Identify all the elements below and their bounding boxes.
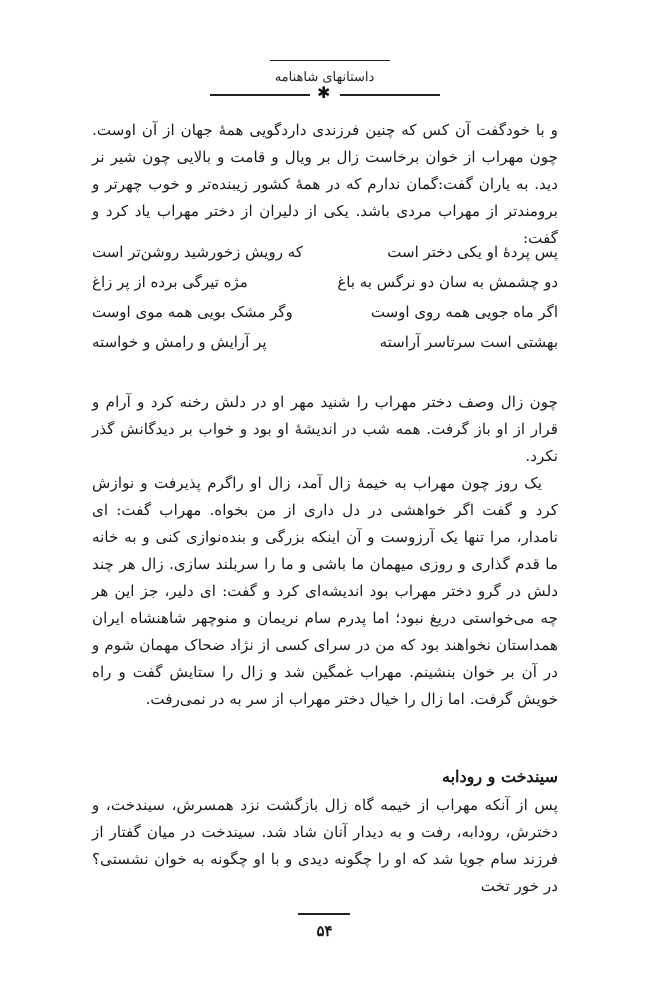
paragraph-section	[92, 792, 558, 900]
verse-first-hemistich: دو چشمش به سان دو نرگس به باغ	[337, 273, 558, 291]
header-ornament	[210, 83, 440, 102]
verse-row	[92, 237, 558, 267]
verse-row	[92, 267, 558, 297]
ornament-rule-left	[210, 94, 310, 96]
header-top-rule	[270, 60, 390, 61]
verse-first-hemistich: بهشتی است سرتاسر آراسته	[379, 333, 558, 351]
verse-first-hemistich: اگر ماه جویی همه روی اوست	[370, 303, 558, 321]
verse-second-hemistich: وگر مشک بویی همه موی اوست	[92, 303, 293, 321]
paragraph-intro	[92, 117, 558, 252]
ornament-rule-right	[340, 94, 440, 96]
verse-first-hemistich: پس پردهٔ او یکی دختر است	[387, 243, 558, 261]
asterisk-icon: ✱	[317, 83, 331, 102]
folio-rule	[298, 913, 350, 915]
verse-second-hemistich: که رویش زخورشید روشن‌تر است	[92, 243, 303, 261]
verse-row	[92, 297, 558, 327]
paragraph-text: چون زال وصف دختر مهراب را شنید مهر او در دلش رخنه کرد و آرام و قرار از او باز گرفت. همه شب در اندیشهٔ او بود و خواب بر دیدگانش گذر نکرد.	[92, 393, 558, 465]
running-title: داستانهای شاهنامه	[274, 70, 375, 85]
verse-row	[92, 327, 558, 357]
paragraph-love	[92, 389, 558, 713]
paragraph-text: پس از آنکه مهراب از خیمه گاه زال بازگشت نزد همسرش، سیندخت، و دخترش، رودابه، رفت و به دیدار آنان شاد شد. سیندخت در میان گفتار از فرزند سام جویا شد که او را چگونه دیدی و با او چگونه به خوان نشستی؟ در خور تخت	[92, 796, 558, 895]
page-number: ۵۴	[316, 922, 333, 940]
poem-verses	[92, 237, 558, 357]
section-title: سیندخت و رودابه	[442, 767, 558, 786]
paragraph-text: یک روز چون مهراب به خیمهٔ زال آمد، زال او راگرم پذیرفت و نوازش کرد و گفت اگر خواهشی در دل داری از من بخواه. مهراب گفت: ای نامدار، مرا تنها یک آرزوست و آن اینکه بزرگی و بنده‌نوازی کنی و به خانه ما قدم گذاری و روزی میهمان ما باشی و ما را سربلند سازی. زال هر چند دلش در گرو دختر مهراب بود اندیشه‌ای کرد و گفت: ای دلیر، جز این هر چه می‌خواستی دریغ نبود؛ اما پدرم سام نریمان و منوچهر شاهنشاه ایران همداستان نخواهند بود که من در سرای کسی از نژاد ضحاک مهمان شوم و در آن بر خوان بنشینم. مهراب غمگین شد و زال را ستایش گفت و راه خویش گرفت. اما زال را خیال دختر مهراب از سر به در نمی‌رفت.	[92, 474, 558, 708]
paragraph-text: و با خودگفت آن کس که چنین فرزندی داردگویی همهٔ جهان از آن اوست. چون مهراب از خوان برخاست زال بر ویال و قامت و بالایی چون شیر نر دید. به یاران گفت:گمان ندارم که در همهٔ کشور زیبنده‌تر و خوب چهرتر و برومندتر از مهراب مردی باشد. یکی از دلیران از دختر مهراب یاد کرد و گفت:	[92, 121, 558, 247]
verse-second-hemistich: مژه تیرگی برده از پر زاغ	[92, 273, 248, 291]
verse-second-hemistich: پر آرایش و رامش و خواسته	[92, 333, 267, 351]
